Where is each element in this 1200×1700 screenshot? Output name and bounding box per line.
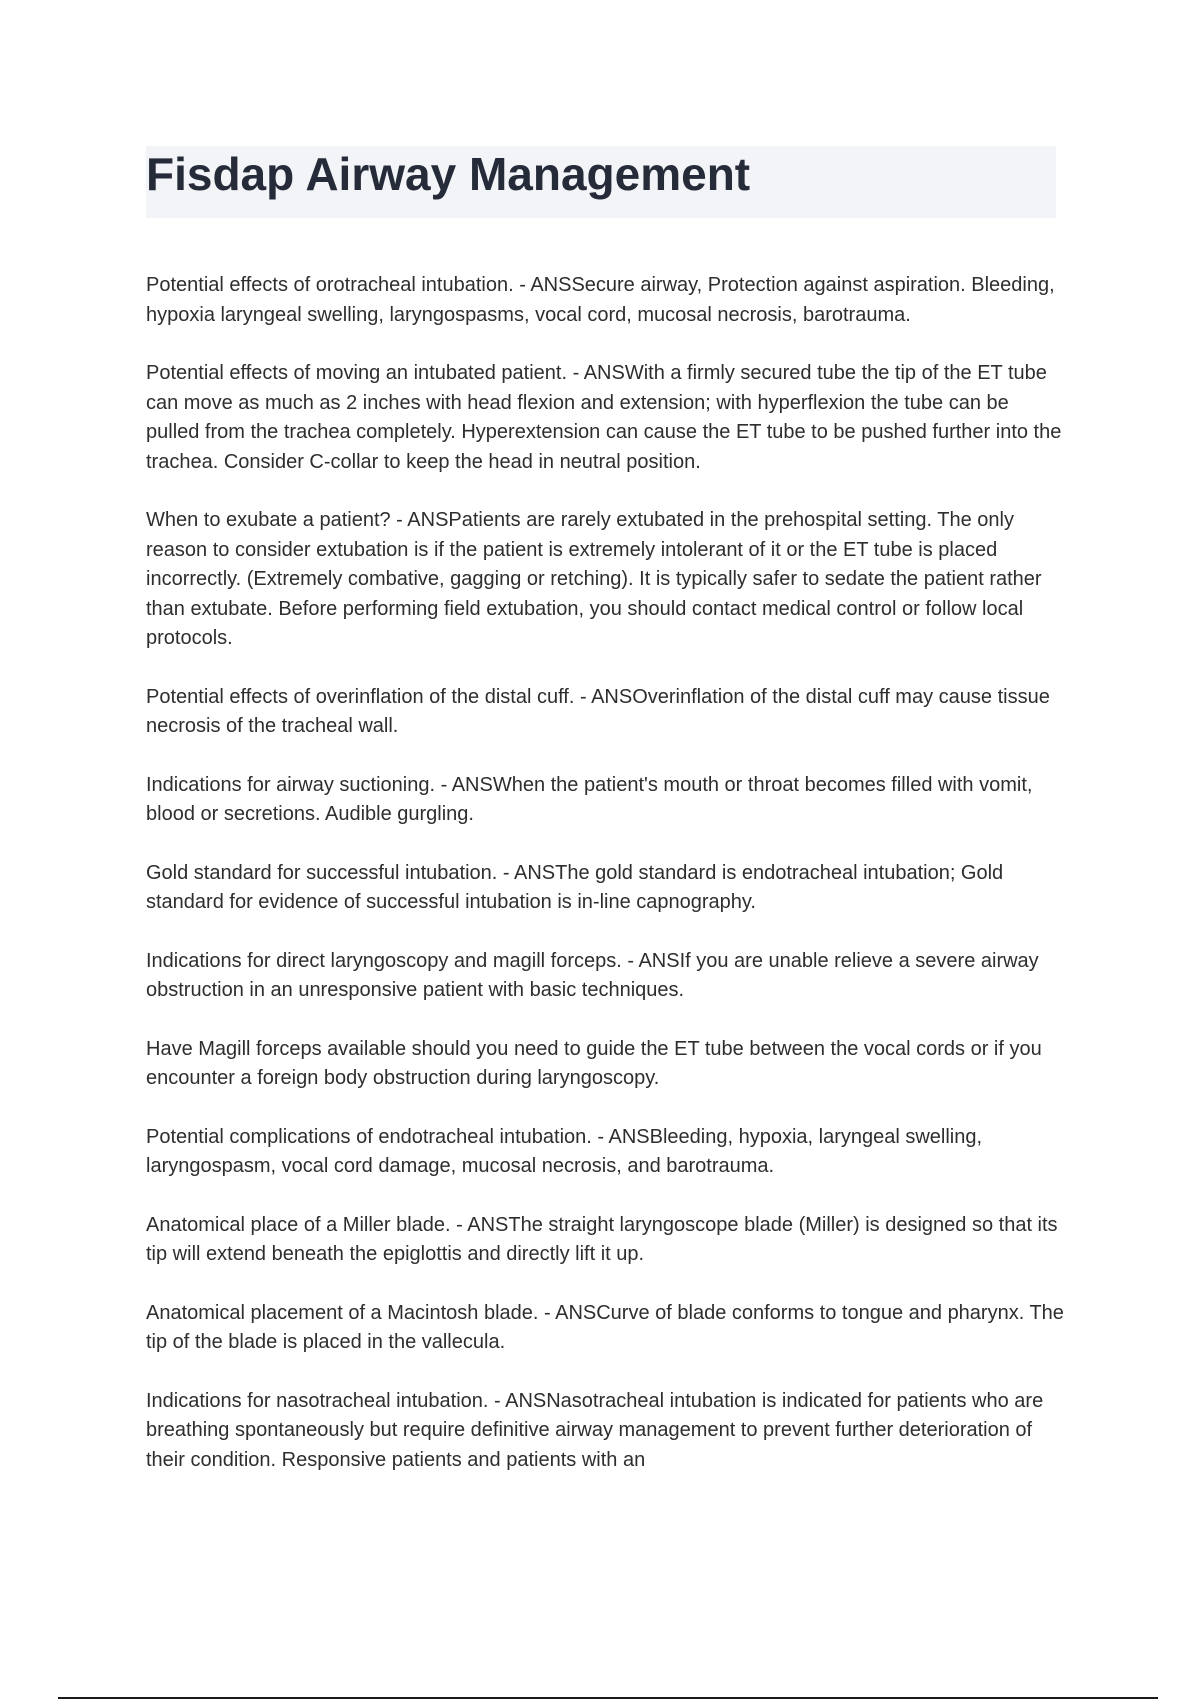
qa-entry: When to exubate a patient? - ANSPatients are rarely extubated in the prehospital setting. The only reason to consider extubation is if the patient is extremely intolerant of it or the ET tube is placed incorrectly. (Extremely combative, gagging or retching). It is typically safer to sedate the patient rather than extubate. Before performing field extubation, you should contact medical control or follow local protocols. — [146, 509, 1042, 649]
title-banner — [146, 146, 1056, 218]
qa-entry: Indications for nasotracheal intubation. - ANSNasotracheal intubation is indicated for patients who are breathing spontaneously but require definitive airway management to prevent further deterioration of their condition. Responsive patients and patients with an — [146, 1389, 1044, 1471]
qa-entry: Indications for airway suctioning. - ANSWhen the patient's mouth or throat becomes filled with vomit, blood or secretions. Audible gurgling. — [146, 773, 1033, 825]
qa-entry: Indications for direct laryngoscopy and magill forceps. - ANSIf you are unable relieve a severe airway obstruction in an unresponsive patient with basic techniques. — [146, 949, 1039, 1001]
qa-entry: Potential effects of orotracheal intubation. - ANSSecure airway, Protection against aspiration. Bleeding, hypoxia laryngeal swelling, laryngospasms, vocal cord, mucosal necrosis, barotrauma. — [146, 274, 1055, 326]
qa-entry: Potential effects of overinflation of the distal cuff. - ANSOverinflation of the distal cuff may cause tissue necrosis of the tracheal wall. — [146, 685, 1050, 737]
qa-entry: Potential effects of moving an intubated patient. - ANSWith a firmly secured tube the tip of the ET tube can move as much as 2 inches with head flexion and extension; with hyperflexion the tube can be pulled from the trachea completely. Hyperextension can cause the ET tube to be pushed further into the trachea. Consider C-collar to keep the head in neutral position. — [146, 362, 1062, 473]
qa-entry: Anatomical place of a Miller blade. - ANSThe straight laryngoscope blade (Miller) is designed so that its tip will extend beneath the epiglottis and directly lift it up. — [146, 1213, 1058, 1265]
qa-entry: Have Magill forceps available should you need to guide the ET tube between the vocal cords or if you encounter a foreign body obstruction during laryngoscopy. — [146, 1037, 1042, 1089]
qa-entry: Anatomical placement of a Macintosh blade. - ANSCurve of blade conforms to tongue and pharynx. The tip of the blade is placed in the vallecula. — [146, 1301, 1064, 1353]
qa-entry: Gold standard for successful intubation. - ANSThe gold standard is endotracheal intubation; Gold standard for evidence of successful intubation is in-line capnography. — [146, 861, 1004, 913]
page-title: Fisdap Airway Management — [146, 148, 751, 200]
document-body — [146, 271, 1064, 1504]
qa-entry: Potential complications of endotracheal intubation. - ANSBleeding, hypoxia, laryngeal swelling, laryngospasm, vocal cord damage, mucosal necrosis, and barotrauma. — [146, 1125, 983, 1177]
page-bottom-divider — [58, 1697, 1158, 1699]
